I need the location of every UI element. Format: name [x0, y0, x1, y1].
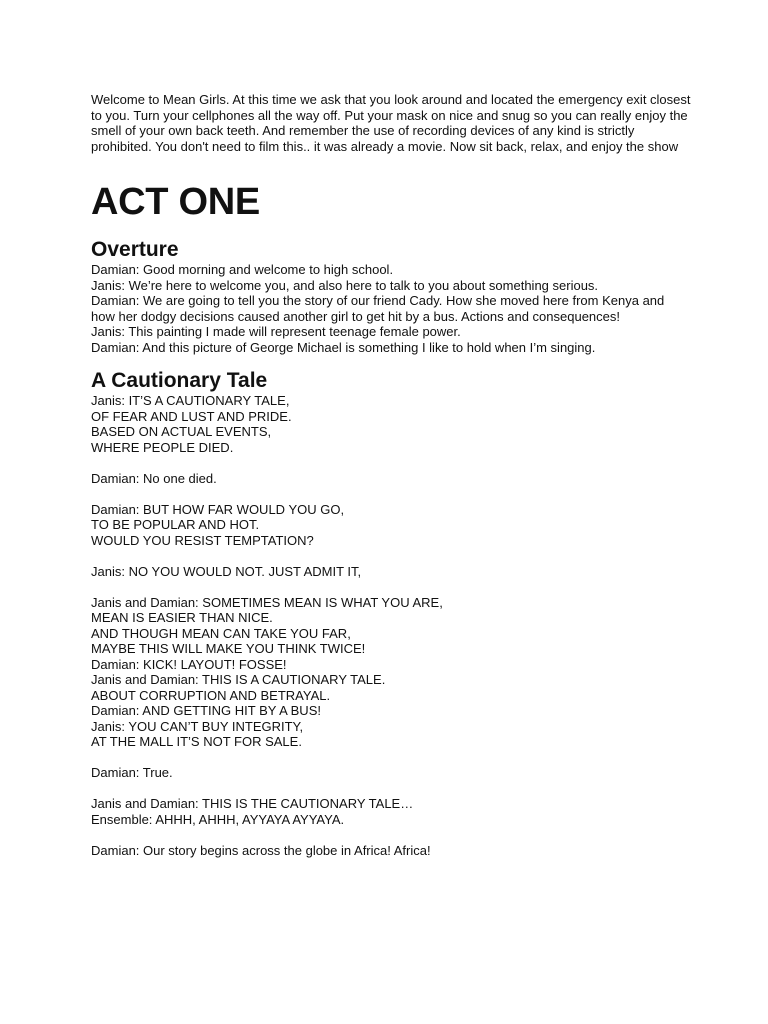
dialogue-line: Janis: We’re here to welcome you, and also here to talk to you about something serious.: [91, 277, 599, 293]
blank-line: [91, 827, 691, 843]
lyric-line: Janis and Damian: THIS IS A CAUTIONARY TALE.: [91, 672, 386, 687]
act-title: ACT ONE: [91, 181, 260, 223]
dialogue-line: Janis: This painting I made will represent teenage female power.: [91, 324, 461, 339]
lyric-line: MEAN IS EASIER THAN NICE.: [91, 610, 273, 625]
lyric-line: Janis: IT’S A CAUTIONARY TALE,: [91, 393, 290, 408]
lyric-line: BASED ON ACTUAL EVENTS,: [91, 424, 272, 439]
lyric-line: TO BE POPULAR AND HOT.: [91, 517, 260, 532]
blank-line: [91, 455, 691, 471]
lyric-line: Damian: True.: [91, 765, 173, 780]
lyric-line: Damian: No one died.: [91, 470, 217, 486]
blank-line: [91, 781, 691, 797]
lyric-line: ABOUT CORRUPTION AND BETRAYAL.: [91, 687, 331, 703]
dialogue-line: Damian: We are going to tell you the story of our friend Cady. How she moved here from Kenya and how her dodgy decisions caused another girl to get hit by a bus. Actions and consequences!: [91, 293, 665, 324]
overture-dialogue: [91, 262, 691, 355]
section-title-overture: Overture: [91, 238, 179, 261]
lyric-line: Ensemble: AHHH, AHHH, AYYAYA AYYAYA.: [91, 811, 345, 827]
lyric-line: AT THE MALL IT’S NOT FOR SALE.: [91, 734, 302, 749]
script-page: [91, 92, 691, 858]
lyric-line: Janis: NO YOU WOULD NOT. JUST ADMIT IT,: [91, 563, 362, 579]
lyric-line: Damian: KICK! LAYOUT! FOSSE!: [91, 656, 287, 672]
lyric-line: OF FEAR AND LUST AND PRIDE.: [91, 408, 292, 424]
lyric-line: WHERE PEOPLE DIED.: [91, 439, 234, 455]
section-title-cautionary-tale: A Cautionary Tale: [91, 369, 268, 392]
dialogue-line: Damian: Good morning and welcome to high school.: [91, 262, 394, 277]
lyric-line: Janis: YOU CAN’T BUY INTEGRITY,: [91, 718, 304, 734]
intro-paragraph: Welcome to Mean Girls. At this time we ask that you look around and located the emergency exit closest to you. Turn your cellphones all the way off. Put your mask on nice and snug so you can really enjoy the smell of your own back teeth. And remember the use of recording devices of any kind is strictly prohibited. You don't need to film this.. it was already a movie. Now sit back, relax, and enjoy the show: [91, 92, 691, 154]
lyric-line: WOULD YOU RESIST TEMPTATION?: [91, 532, 314, 548]
blank-line: [91, 579, 691, 595]
lyric-line: Damian: AND GETTING HIT BY A BUS!: [91, 703, 321, 718]
lyric-line: Damian: Our story begins across the globe in Africa! Africa!: [91, 842, 431, 858]
lyric-line: AND THOUGH MEAN CAN TAKE YOU FAR,: [91, 625, 351, 641]
lyric-line: Janis and Damian: THIS IS THE CAUTIONARY TALE…: [91, 796, 414, 811]
lyric-line: MAYBE THIS WILL MAKE YOU THINK TWICE!: [91, 641, 366, 656]
blank-line: [91, 486, 691, 502]
blank-line: [91, 548, 691, 564]
cautionary-tale-lyrics: [91, 393, 691, 858]
blank-line: [91, 750, 691, 766]
dialogue-line: Damian: And this picture of George Michael is something I like to hold when I’m singing.: [91, 339, 596, 355]
lyric-line: Janis and Damian: SOMETIMES MEAN IS WHAT YOU ARE,: [91, 594, 443, 610]
lyric-line: Damian: BUT HOW FAR WOULD YOU GO,: [91, 501, 345, 517]
